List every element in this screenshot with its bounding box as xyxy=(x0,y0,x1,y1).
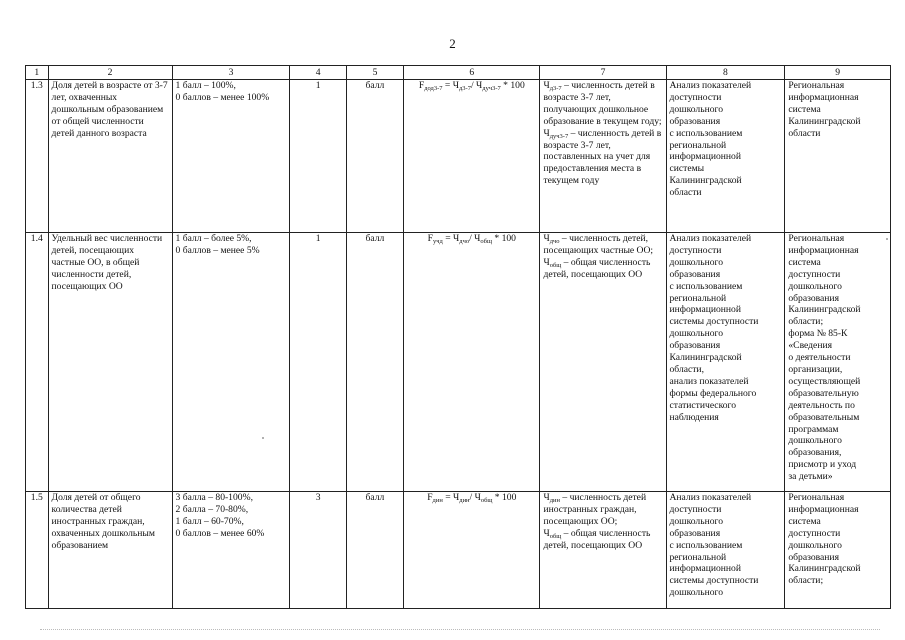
method-line: Анализ показателей xyxy=(669,492,752,503)
row-number: 1.5 xyxy=(26,492,49,609)
variable-symbol: Ч xyxy=(543,127,550,139)
source-line: области xyxy=(788,127,821,139)
method-line: региональной xyxy=(669,139,727,151)
max-score: 1 xyxy=(290,80,346,233)
source-line: форма № 85-К xyxy=(788,328,848,340)
formula-part: / Ч xyxy=(470,80,483,91)
source-line: «Сведения xyxy=(788,340,832,352)
formula-cell xyxy=(404,233,540,492)
max-score: 1 xyxy=(290,233,346,492)
method-line: Анализ показателей xyxy=(669,233,752,244)
column-number: 5 xyxy=(346,66,403,80)
method-line: наблюдения xyxy=(669,411,719,423)
source-line: Калининградской xyxy=(788,563,861,575)
max-score: 3 xyxy=(290,492,346,609)
method-line: формы федерального xyxy=(669,387,757,399)
source-line: система xyxy=(788,256,821,268)
variable-symbol: Ч xyxy=(543,492,550,503)
source-line: организации, xyxy=(788,363,843,375)
scoring-line: 3 балла – 80-100%, xyxy=(175,492,253,503)
method-line: образования xyxy=(669,527,721,539)
variable-definition xyxy=(543,257,662,281)
variable-text: – численность детей, посещающих частные ОО; xyxy=(543,233,654,256)
column-number: 2 xyxy=(48,66,172,80)
source-line: образования, xyxy=(788,447,842,459)
column-number: 1 xyxy=(26,66,49,80)
method-line: Калининградской xyxy=(669,175,742,187)
formula-part: = Ч xyxy=(442,233,460,244)
formula-part: дод3-7 xyxy=(424,85,443,92)
indicators-table xyxy=(25,65,891,609)
variable-definition xyxy=(543,80,662,128)
column-number: 6 xyxy=(404,66,540,80)
method-line: области xyxy=(669,187,702,199)
method-line: системы доступности xyxy=(669,316,759,328)
formula-part: F xyxy=(427,492,433,503)
scoring-line: 1 балл – более 5%, xyxy=(175,233,252,244)
source-line: информационная xyxy=(788,244,859,256)
formula-part: * 100 xyxy=(492,492,517,503)
method-line: дошкольного xyxy=(669,103,723,115)
source-line: программам xyxy=(788,423,839,435)
method-line: доступности xyxy=(669,91,722,103)
source-line: доступности xyxy=(788,268,841,280)
scoring-line: 0 баллов – менее 5% xyxy=(175,244,260,256)
method-line: Калининградской xyxy=(669,352,742,364)
source-line: присмотр и уход xyxy=(788,459,857,471)
method-line: информационной xyxy=(669,563,741,575)
source-line: о деятельности xyxy=(788,352,851,364)
source-line: образования xyxy=(788,551,839,563)
variable-symbol: Ч xyxy=(543,80,550,91)
column-number: 8 xyxy=(666,66,785,80)
method-line: дошкольного xyxy=(669,515,723,527)
unit: балл xyxy=(346,233,403,492)
source-line: информационная xyxy=(788,91,859,103)
scoring-line: 0 баллов – менее 100% xyxy=(175,91,270,103)
formula-part: учд xyxy=(432,238,443,245)
variable-text: – численность детей иностранных граждан, посещающих ОО; xyxy=(543,492,647,527)
formula-part: д3-7 xyxy=(458,85,471,92)
variable-symbol: Ч xyxy=(543,256,550,268)
indicator-name: Доля детей от общего количества детей иностранных граждан, охваченных дошкольным образованием xyxy=(48,492,172,609)
source-line: Калининградской xyxy=(788,115,861,127)
source-line: образования xyxy=(788,292,839,304)
method-line: Анализ показателей xyxy=(669,80,752,91)
method-line: области, xyxy=(669,363,704,375)
method-line: с использованием xyxy=(669,127,743,139)
variable-definition xyxy=(543,128,662,188)
formula-part: = Ч xyxy=(442,492,460,503)
method-line: доступности xyxy=(669,503,722,515)
source-line: Калининградской xyxy=(788,304,861,316)
table-row xyxy=(26,80,891,233)
table-row xyxy=(26,492,891,609)
source-line: Региональная xyxy=(788,233,845,244)
method-line: доступности xyxy=(669,244,722,256)
method-line: дошкольного xyxy=(669,587,723,599)
variable-symbol: Ч xyxy=(543,527,550,539)
page-number: 2 xyxy=(449,36,456,51)
formula-part: F xyxy=(427,233,433,244)
variable-definition xyxy=(543,528,662,552)
scoring-line: 1 балл – 60-70%, xyxy=(175,515,244,527)
method-line: анализ показателей xyxy=(669,375,749,387)
source-line: области; xyxy=(788,316,824,328)
row-number: 1.4 xyxy=(26,233,49,492)
method-line: образования xyxy=(669,115,721,127)
variables-cell xyxy=(540,233,666,492)
method-line: региональной xyxy=(669,551,727,563)
formula-part: общ xyxy=(480,238,492,245)
formula-part: F xyxy=(418,80,425,91)
source-cell xyxy=(785,492,891,609)
formula-part: / Ч xyxy=(469,492,481,503)
variable-subscript: общ xyxy=(549,532,562,540)
scan-edge-noise xyxy=(40,629,880,631)
source-line: образовательным xyxy=(788,411,860,423)
scan-speck xyxy=(262,437,264,439)
column-number: 3 xyxy=(172,66,290,80)
variable-text: – численность детей в возрасте 3-7 лет, поставленных на учет для предоставления места в текущем году xyxy=(543,127,662,187)
variable-subscript: дчо xyxy=(549,238,560,245)
source-line: доступности xyxy=(788,527,841,539)
method-line: с использованием xyxy=(669,539,743,551)
source-line: образовательную xyxy=(788,387,859,399)
table-row xyxy=(26,233,891,492)
variable-text: – общая численность детей, посещающих ОО xyxy=(543,256,651,280)
method-line: с использованием xyxy=(669,280,743,292)
method-line: дошкольного xyxy=(669,256,723,268)
scoring-cell xyxy=(172,233,290,492)
variable-subscript: дуч3-7 xyxy=(549,132,569,140)
variable-subscript: дин xyxy=(549,497,560,504)
source-line: Региональная xyxy=(788,492,845,503)
method-line: статистического xyxy=(669,399,737,411)
source-line: деятельность по xyxy=(788,399,855,411)
formula-part: / Ч xyxy=(469,233,481,244)
source-cell xyxy=(785,80,891,233)
method-line: системы xyxy=(669,163,705,175)
source-line: области; xyxy=(788,575,824,587)
source-line: за детьми» xyxy=(788,471,833,483)
column-number: 7 xyxy=(540,66,666,80)
scoring-line: 0 баллов – менее 60% xyxy=(175,527,265,539)
method-line: образования xyxy=(669,340,721,352)
scoring-cell xyxy=(172,80,290,233)
variable-symbol: Ч xyxy=(543,233,550,244)
variable-text: – численность детей в возрасте 3-7 лет, получающих дошкольное образование в текущем году; xyxy=(543,80,662,127)
formula-part: * 100 xyxy=(500,80,525,91)
source-line: дошкольного xyxy=(788,280,842,292)
formula-part: дуч3-7 xyxy=(482,85,501,92)
method-line: региональной xyxy=(669,292,727,304)
scoring-line: 2 балла – 70-80%, xyxy=(175,503,249,515)
source-cell xyxy=(785,233,891,492)
formula-part: общ xyxy=(480,497,493,504)
variables-cell xyxy=(540,492,666,609)
variable-definition xyxy=(543,492,662,528)
unit: балл xyxy=(346,80,403,233)
column-number-row xyxy=(26,66,891,80)
formula-part: * 100 xyxy=(491,233,516,244)
method-line: дошкольного xyxy=(669,328,723,340)
unit: балл xyxy=(346,492,403,609)
method-line: образования xyxy=(669,268,721,280)
scoring-line: 1 балл – 100%, xyxy=(175,80,236,91)
indicator-name: Доля детей в возрасте от 3-7 лет, охваченных дошкольным образованием от общей численности детей данного возраста xyxy=(48,80,172,233)
formula-part: дин xyxy=(432,497,443,504)
variable-subscript: общ xyxy=(549,261,562,269)
method-line: информационной xyxy=(669,151,741,163)
source-line: дошкольного xyxy=(788,539,842,551)
variable-subscript: д3-7 xyxy=(549,85,562,92)
formula-cell xyxy=(404,492,540,609)
column-number: 4 xyxy=(290,66,346,80)
method-cell xyxy=(666,233,785,492)
source-line: Региональная xyxy=(788,80,845,91)
method-line: информационной xyxy=(669,304,741,316)
source-line: система xyxy=(788,515,821,527)
column-number: 9 xyxy=(785,66,891,80)
formula-part: дчо xyxy=(459,238,470,245)
variables-cell xyxy=(540,80,666,233)
formula-cell xyxy=(404,80,540,233)
formula-part: = Ч xyxy=(442,80,459,91)
method-line: системы доступности xyxy=(669,575,759,587)
method-cell xyxy=(666,80,785,233)
indicator-name: Удельный вес численности детей, посещающих частные ОО, в общей численности детей, посещающих ОО xyxy=(48,233,172,492)
source-line: осуществляющей xyxy=(788,375,861,387)
scan-speck xyxy=(886,238,888,240)
variable-text: – общая численность детей, посещающих ОО xyxy=(543,527,651,551)
variable-definition xyxy=(543,233,662,257)
source-line: дошкольного xyxy=(788,435,842,447)
row-number: 1.3 xyxy=(26,80,49,233)
source-line: система xyxy=(788,103,821,115)
scoring-cell xyxy=(172,492,290,609)
source-line: информационная xyxy=(788,503,859,515)
formula-part: дин xyxy=(459,497,470,504)
method-cell xyxy=(666,492,785,609)
